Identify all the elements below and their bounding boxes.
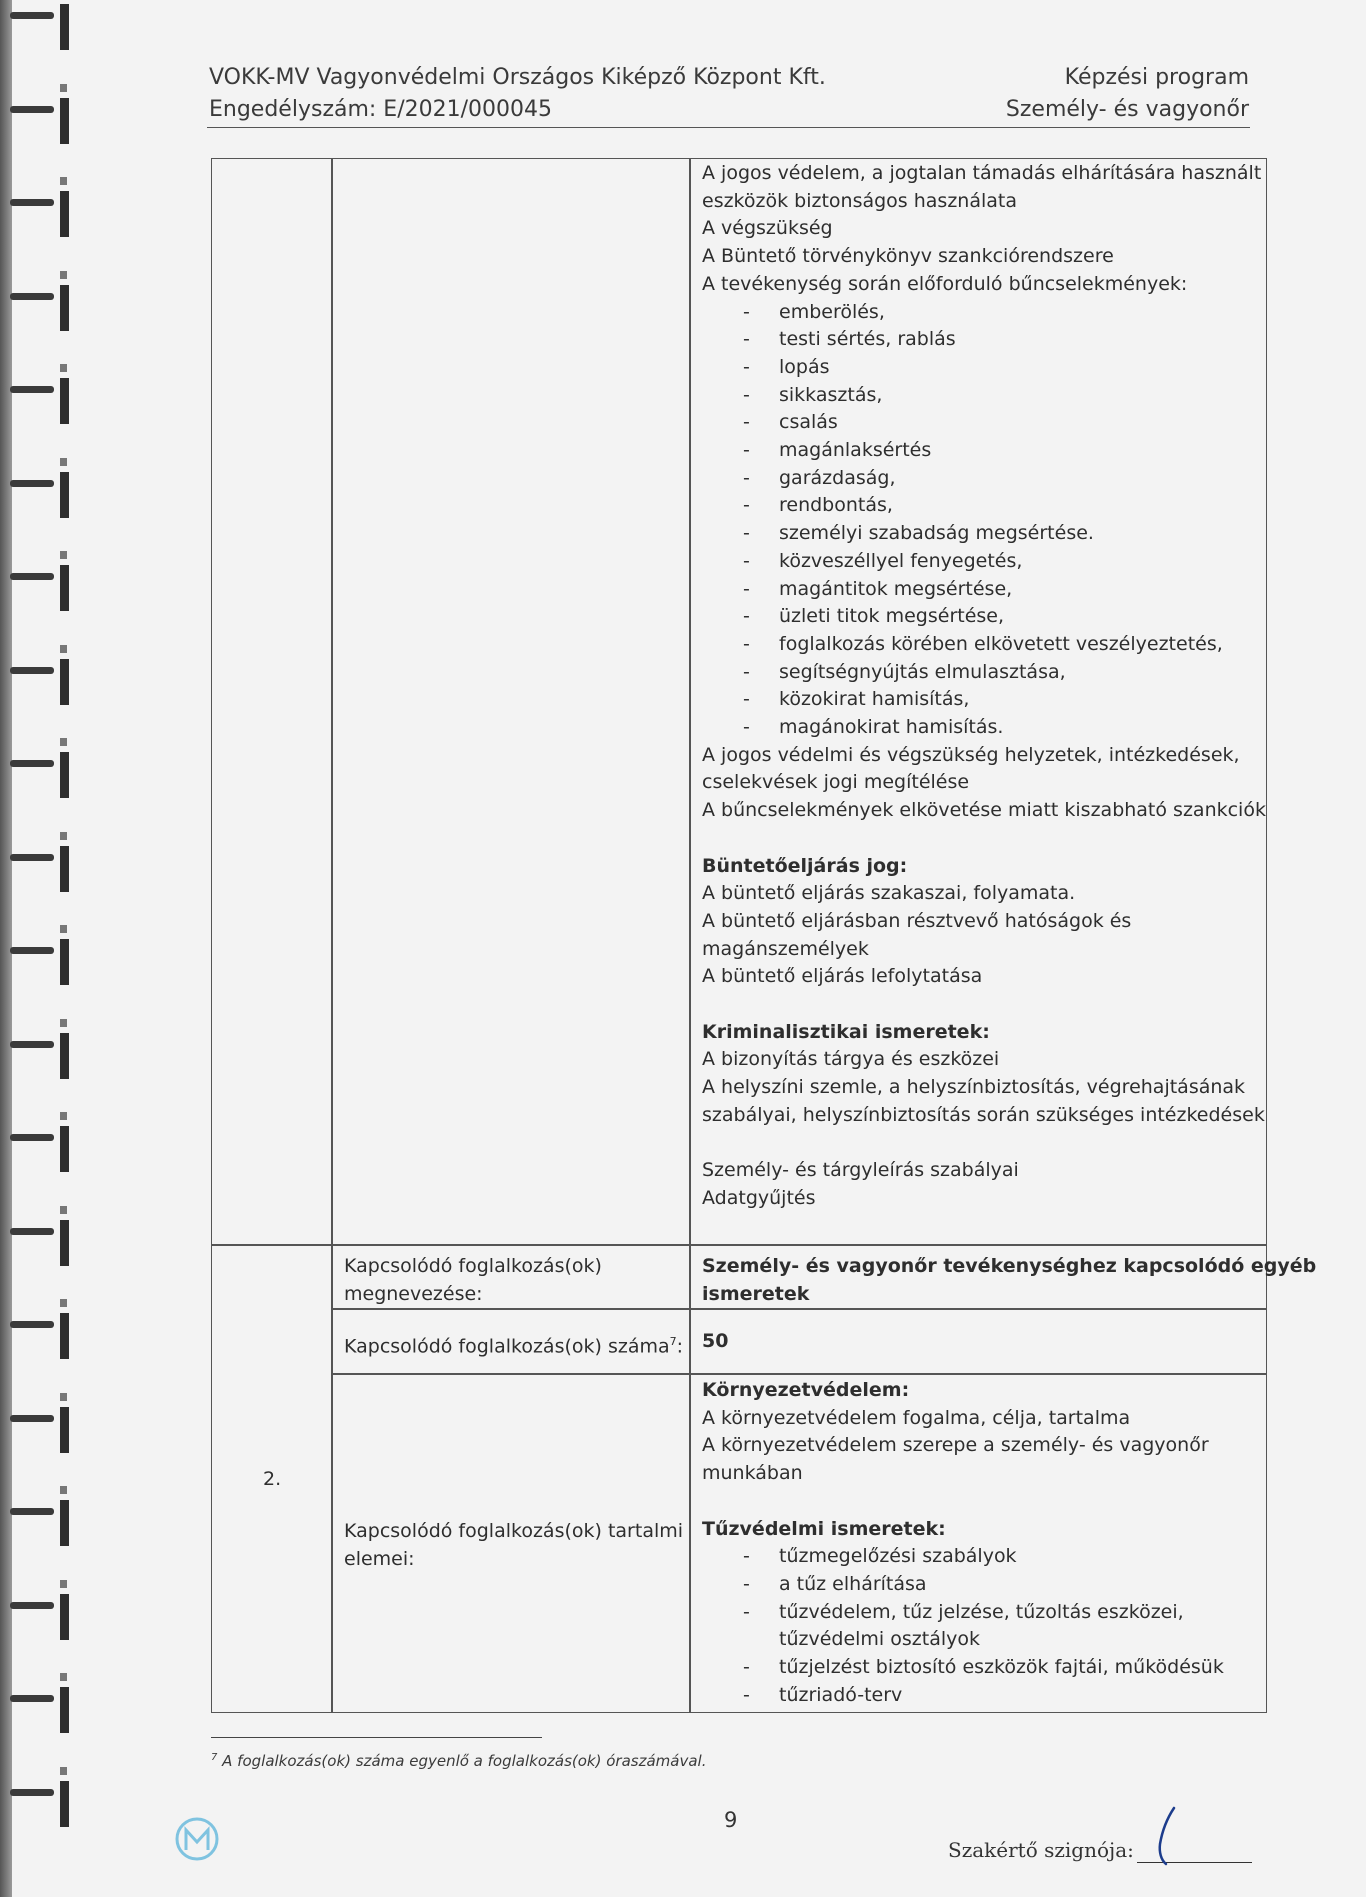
list-item: - segítségnyújtás elmulasztása,: [743, 660, 1066, 683]
column-divider-1: [331, 158, 333, 1713]
text-line: A büntető eljárás szakaszai, folyamata.: [702, 882, 1076, 905]
document-type: Képzési program: [1064, 65, 1249, 90]
binding-loop: [10, 1486, 66, 1548]
text-line: magánszemélyek: [702, 937, 869, 960]
list-item: - garázdaság,: [743, 466, 896, 489]
row-divider-count: [331, 1373, 1267, 1375]
text-line: A bűncselekmények elkövetése miatt kiszabható szankciók: [702, 799, 1266, 822]
row-divider-block2: [211, 1244, 1267, 1246]
list-item: - közveszéllyel fenyegetés,: [743, 549, 1023, 572]
list-item: - személyi szabadság megsértése.: [743, 522, 1094, 545]
text-line: A büntető eljárás lefolytatása: [702, 965, 983, 988]
text-line: A jogos védelmi és végszükség helyzetek, intézkedések,: [702, 743, 1240, 766]
spiral-binding: [0, 0, 70, 1897]
elements-label: Kapcsolódó foglalkozás(ok) tartalmi elemei:: [344, 1520, 684, 1570]
company-logo-icon: [174, 1816, 220, 1862]
list-item: - magánokirat hamisítás.: [743, 716, 1004, 739]
list-item: - lopás: [743, 355, 830, 378]
handwritten-signature-icon: [1152, 1806, 1182, 1868]
binding-loop: [10, 645, 66, 707]
binding-loop: [10, 925, 66, 987]
binding-loop: [10, 1767, 66, 1829]
footnote-ref: 7: [669, 1335, 677, 1348]
text-line: munkában: [702, 1462, 803, 1485]
list-item: - tűzvédelem, tűz jelzése, tűzoltás eszközei,: [743, 1600, 1184, 1623]
text-line: A környezetvédelem fogalma, célja, tartalma: [702, 1406, 1131, 1429]
block2-content: [702, 1377, 1224, 1709]
text-line: A bizonyítás tárgya és eszközei: [702, 1048, 1000, 1071]
text-line: szabályai, helyszínbiztosítás során szükséges intézkedések: [702, 1103, 1265, 1126]
list-item: - sikkasztás,: [743, 383, 883, 406]
license-number: Engedélyszám: E/2021/000045: [209, 97, 552, 122]
list-item: - rendbontás,: [743, 494, 893, 517]
row-number: 2.: [263, 1468, 282, 1490]
text-line: cselekvések jogi megítélése: [702, 771, 970, 794]
binding-loop: [10, 1580, 66, 1642]
text-line: A jogos védelem, a jogtalan támadás elhárítására használt: [702, 162, 1262, 184]
footnote: $^7$ A foglalkozás(ok) száma egyenlő a foglalkozás(ok) óraszámával.: [211, 1752, 707, 1770]
text-line: A büntető eljárásban résztvevő hatóságok és: [702, 909, 1132, 932]
list-item: - tűzmegelőzési szabályok: [743, 1545, 1017, 1568]
binding-loop: [10, 271, 66, 333]
section-heading: Kriminalisztikai ismeretek:: [702, 1020, 990, 1043]
count-label: Kapcsolódó foglalkozás(ok) száma$^7$:: [344, 1335, 684, 1358]
name-label: Kapcsolódó foglalkozás(ok) megnevezése:: [344, 1255, 602, 1305]
binding-loop: [10, 1299, 66, 1361]
text-line: A Büntető törvénykönyv szankciórendszere: [702, 245, 1114, 268]
binding-loop: [10, 1206, 66, 1268]
footnote-rule: [211, 1737, 542, 1738]
text-line: A környezetvédelem szerepe a személy- és vagyonőr: [702, 1434, 1209, 1457]
binding-loop: [10, 1393, 66, 1455]
organization-name: VOKK-MV Vagyonvédelmi Országos Kiképző Központ Kft.: [209, 65, 826, 90]
binding-loop: [10, 84, 66, 146]
binding-loop: [10, 177, 66, 239]
block1-content: [702, 160, 1266, 1213]
list-item-continuation: tűzvédelmi osztályok: [779, 1628, 980, 1651]
text-line: eszközök biztonságos használata: [702, 189, 1018, 212]
list-item: - tűzriadó-terv: [743, 1683, 903, 1706]
list-item: - üzleti titok megsértése,: [743, 605, 1005, 628]
list-item: - emberölés,: [743, 300, 885, 323]
list-item: - közokirat hamisítás,: [743, 688, 970, 711]
program-name: Személy- és vagyonőr: [1005, 97, 1249, 122]
name-value: Személy- és vagyonőr tevékenységhez kapcsolódó egyéb ismeretek: [702, 1255, 1317, 1305]
text-line: Adatgyűjtés: [702, 1186, 816, 1209]
list-item: - magántitok megsértése,: [743, 577, 1013, 600]
signature-label: Szakértő szignója:: [948, 1838, 1134, 1862]
binding-loop: [10, 551, 66, 613]
column-divider-2: [689, 158, 691, 1713]
text-line: A végszükség: [702, 217, 833, 240]
list-item: - magánlaksértés: [743, 439, 932, 462]
section-heading: Tűzvédelmi ismeretek:: [702, 1517, 946, 1540]
list-item: - testi sértés, rablás: [743, 328, 956, 351]
list-item: - csalás: [743, 411, 838, 434]
binding-loop: [10, 1019, 66, 1081]
binding-loop: [10, 1112, 66, 1174]
binding-loop: [10, 458, 66, 520]
list-item: - a tűz elhárítása: [743, 1572, 927, 1595]
binding-loop: [10, 364, 66, 426]
binding-loop: [10, 1673, 66, 1735]
text-line: Személy- és tárgyleírás szabályai: [702, 1159, 1019, 1182]
list-item: - foglalkozás körében elkövetett veszélyeztetés,: [743, 632, 1223, 655]
section-heading: Büntetőeljárás jog:: [702, 854, 908, 877]
count-value: 50: [702, 1330, 729, 1352]
text-line: A tevékenység során előforduló bűncselekmények:: [702, 272, 1188, 295]
page-number: 9: [724, 1808, 738, 1832]
binding-loop: [10, 0, 66, 52]
binding-loop: [10, 738, 66, 800]
binding-loop: [10, 832, 66, 894]
list-item: - tűzjelzést biztosító eszközök fajtái, működésük: [743, 1656, 1224, 1679]
section-heading: Környezetvédelem:: [702, 1379, 910, 1401]
header-rule: [207, 127, 1250, 128]
text-line: A helyszíni szemle, a helyszínbiztosítás, végrehajtásának: [702, 1076, 1246, 1099]
